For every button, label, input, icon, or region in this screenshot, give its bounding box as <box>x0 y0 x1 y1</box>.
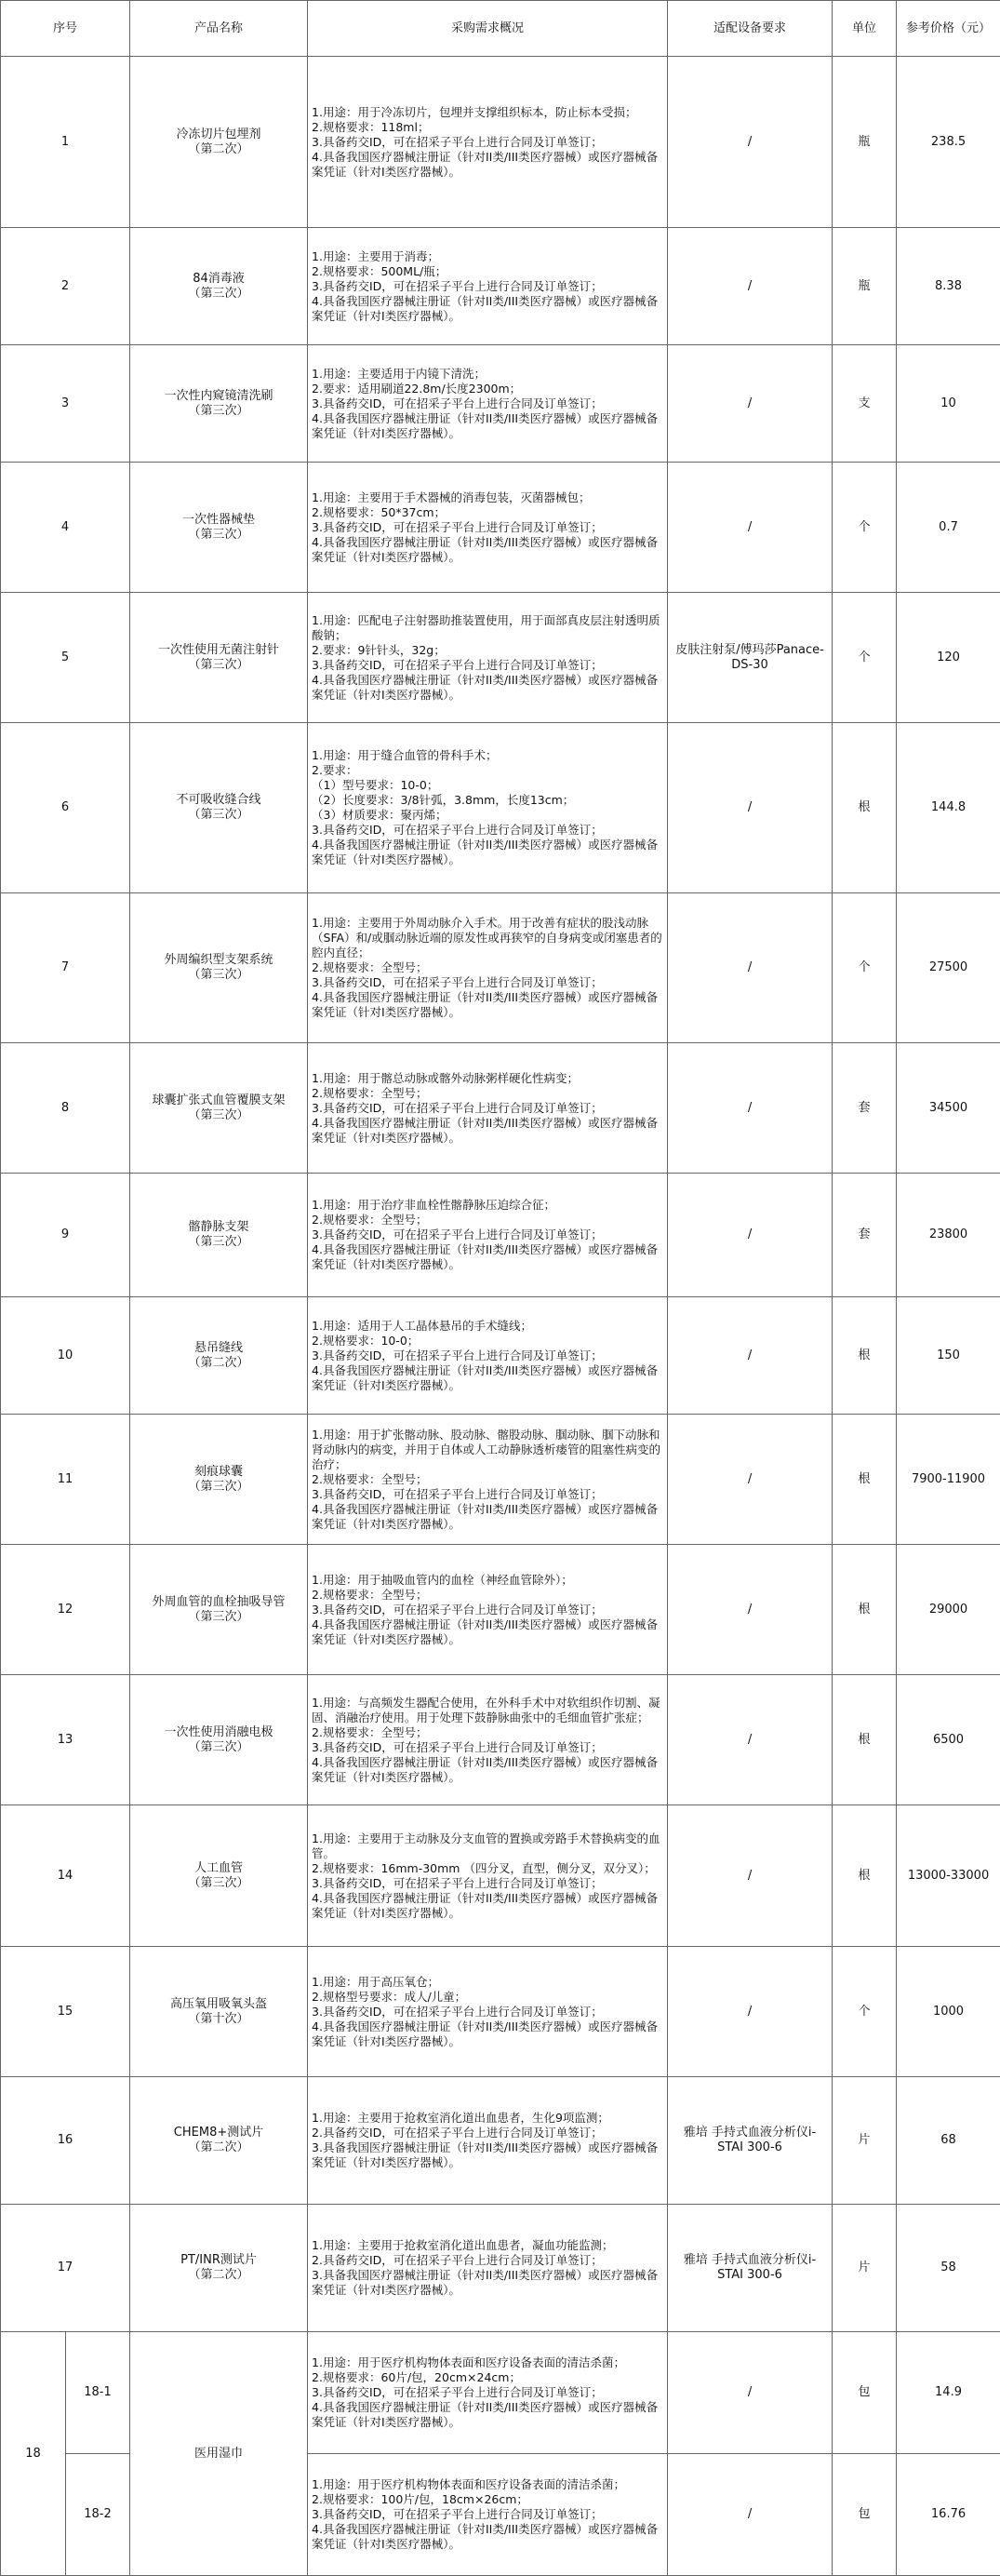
requirements <box>308 1297 668 1415</box>
product-batch: （第二次） <box>130 2268 307 2283</box>
req-line: 3.具备药交ID，可在招采子平台上进行合同及订单签订； <box>312 823 663 838</box>
unit: 支 <box>833 345 897 463</box>
req-line: 4.具备我国医疗器械注册证（针对II类/III类医疗器械）或医疗器械备案凭证（针对I类医疗器械）。 <box>312 990 663 1020</box>
requirements <box>308 2205 668 2332</box>
table-row <box>1 1415 1000 1545</box>
req-line: 1.用途：用于扩张髂动脉、股动脉、髂股动脉、腘动脉、腘下动脉和肾动脉内的病变，并用于自体或人工动静脉透析瘘管的阻塞性病变的治疗； <box>312 1428 663 1472</box>
req-line: 3.具备药交ID，可在招采子平台上进行合同及订单签订； <box>312 135 663 150</box>
requirements <box>308 228 668 345</box>
req-line: 4.具备我国医疗器械注册证（针对II类/III类医疗器械）或医疗器械备案凭证（针对I类医疗器械）。 <box>312 1755 663 1785</box>
req-line: 3.具备药交ID，可在招采子平台上进行合同及订单签订； <box>312 1228 663 1242</box>
product-name-text: 不可吸收缝合线 <box>130 793 307 808</box>
req-line: 3.具备药交ID，可在招采子平台上进行合同及订单签订； <box>312 2385 663 2400</box>
price: 29000 <box>897 1545 1000 1675</box>
req-line: 1.用途：主要用于主动脉及分支血管的置换或旁路手术替换病变的血管。 <box>312 1831 663 1861</box>
product-name: 医用湿巾 <box>130 2332 308 2576</box>
price: 23800 <box>897 1174 1000 1297</box>
product-name <box>130 1947 308 2077</box>
product-batch: （第三次） <box>130 1108 307 1123</box>
product-name <box>130 2077 308 2205</box>
product-name <box>130 1545 308 1675</box>
req-line: 4.具备我国医疗器械注册证（针对II类/III类医疗器械）或医疗器械备案凭证（针对I类医疗器械）。 <box>312 535 663 565</box>
device-req: 雅培 手持式血液分析仪i-STAI 300-6 <box>668 2077 833 2205</box>
unit: 根 <box>833 1545 897 1675</box>
product-name <box>130 1174 308 1297</box>
row-no: 4 <box>1 463 130 593</box>
unit: 根 <box>833 1297 897 1415</box>
req-line: 4.具备我国医疗器械注册证（针对II类/III类医疗器械）或医疗器械备案凭证（针对I类医疗器械）。 <box>312 150 663 180</box>
req-line: 3.具备我国医疗器械注册证（针对II类/III类医疗器械）或医疗器械备案凭证（针对I类医疗器械）。 <box>312 2268 663 2298</box>
requirements <box>308 345 668 463</box>
req-line: 2.规格要求：全型号； <box>312 1086 663 1101</box>
table-row <box>1 1545 1000 1675</box>
device-req: / <box>668 1545 833 1675</box>
product-batch: （第二次） <box>130 1356 307 1371</box>
header-unit: 单位 <box>833 1 897 57</box>
product-name <box>130 345 308 463</box>
req-line: 2.规格要求：100片/包，18cm×26cm； <box>312 2492 663 2507</box>
row-no: 1 <box>1 57 130 228</box>
product-name <box>130 463 308 593</box>
req-line: 1.用途：用于冷冻切片，包埋并支撑组织标本，防止标本受损； <box>312 105 663 120</box>
req-line: 1.用途：适用于人工晶体悬吊的手术缝线； <box>312 1319 663 1334</box>
header-no: 序号 <box>1 1 130 57</box>
device-req: / <box>668 1174 833 1297</box>
unit: 片 <box>833 2205 897 2332</box>
unit: 个 <box>833 1947 897 2077</box>
unit: 个 <box>833 463 897 593</box>
product-name-text: PT/INR测试片 <box>130 2253 307 2268</box>
product-batch: （第三次） <box>130 528 307 543</box>
price: 58 <box>897 2205 1000 2332</box>
requirements <box>308 1415 668 1545</box>
req-line: 3.具备药交ID，可在招采子平台上进行合同及订单签订； <box>312 2005 663 2019</box>
product-name-text: 刻痕球囊 <box>130 1465 307 1480</box>
req-line: （1）型号要求：10-0； <box>312 778 663 793</box>
req-line: 1.用途：用于治疗非血栓性髂静脉压迫综合征； <box>312 1198 663 1213</box>
product-batch: （第三次） <box>130 287 307 302</box>
price: 16.76 <box>897 2454 1000 2576</box>
req-line: 3.具备药交ID，可在招采子平台上进行合同及订单签订； <box>312 520 663 535</box>
row-no: 9 <box>1 1174 130 1297</box>
unit: 包 <box>833 2454 897 2576</box>
product-name-text: 外周血管的血栓抽吸导管 <box>130 1595 307 1610</box>
device-req: / <box>668 2332 833 2454</box>
table-row <box>1 723 1000 893</box>
price: 144.8 <box>897 723 1000 893</box>
req-line: 4.具备我国医疗器械注册证（针对II类/III类医疗器械）或医疗器械备案凭证（针对I类医疗器械）。 <box>312 1116 663 1146</box>
device-req: / <box>668 893 833 1043</box>
req-line: 4.具备我国医疗器械注册证（针对II类/III类医疗器械）或医疗器械备案凭证（针对I类医疗器械）。 <box>312 1242 663 1272</box>
req-line: 2.规格要求：16mm-30mm （四分叉，直型，侧分叉，双分叉）； <box>312 1861 663 1876</box>
req-line: 3.具备药交ID，可在招采子平台上进行合同及订单签订； <box>312 1603 663 1617</box>
unit: 根 <box>833 1805 897 1947</box>
product-name <box>130 57 308 228</box>
row-no: 13 <box>1 1675 130 1805</box>
device-req: / <box>668 2454 833 2576</box>
price: 120 <box>897 593 1000 723</box>
price: 8.38 <box>897 228 1000 345</box>
req-line: 2.规格要求：全型号； <box>312 1725 663 1740</box>
header-name: 产品名称 <box>130 1 308 57</box>
req-line: 2.规格要求：全型号； <box>312 960 663 975</box>
req-line: 3.具备药交ID，可在招采子平台上进行合同及订单签订； <box>312 396 663 411</box>
product-name-text: 高压氧用吸氧头盔 <box>130 1997 307 2012</box>
price: 7900-11900 <box>897 1415 1000 1545</box>
product-name <box>130 593 308 723</box>
header-req: 采购需求概况 <box>308 1 668 57</box>
requirements <box>308 1805 668 1947</box>
unit: 套 <box>833 1043 897 1174</box>
unit: 根 <box>833 1675 897 1805</box>
req-line: 1.用途：与高频发生器配合使用，在外科手术中对软组织作切割、凝固、消融治疗使用。用于处理下鼓静脉曲张中的毛细血管扩张症； <box>312 1696 663 1725</box>
req-line: 2.规格要求：全型号； <box>312 1472 663 1487</box>
requirements <box>308 2454 668 2576</box>
product-batch: （第十次） <box>130 2012 307 2027</box>
req-line: 2.要求：适用刷道22.8m/长度2300m； <box>312 382 663 396</box>
product-name <box>130 2205 308 2332</box>
req-line: 2.规格要求：10-0； <box>312 1334 663 1348</box>
device-req: / <box>668 1805 833 1947</box>
price: 34500 <box>897 1043 1000 1174</box>
product-name <box>130 1805 308 1947</box>
req-line: 4.具备我国医疗器械注册证（针对II类/III类医疗器械）或医疗器械备案凭证（针对I类医疗器械）。 <box>312 1363 663 1393</box>
req-line: 3.具备药交ID，可在招采子平台上进行合同及订单签订； <box>312 658 663 673</box>
req-line: 3.具备药交ID，可在招采子平台上进行合同及订单签订； <box>312 279 663 294</box>
req-line: 4.具备我国医疗器械注册证（针对II类/III类医疗器械）或医疗器械备案凭证（针对I类医疗器械）。 <box>312 1502 663 1532</box>
req-line: 2.规格型号要求：成人/儿童； <box>312 1990 663 2005</box>
req-line: （3）材质要求：聚丙烯； <box>312 808 663 823</box>
req-line: 3.具备药交ID，可在招采子平台上进行合同及订单签订； <box>312 1740 663 1755</box>
req-line: 2.规格要求：全型号； <box>312 1213 663 1228</box>
product-batch: （第三次） <box>130 968 307 983</box>
product-batch: （第三次） <box>130 404 307 419</box>
req-line: 3.具备药交ID，可在招采子平台上进行合同及订单签订； <box>312 1348 663 1363</box>
device-req: / <box>668 1675 833 1805</box>
price: 10 <box>897 345 1000 463</box>
header-price: 参考价格（元） <box>897 1 1000 57</box>
req-line: 4.具备我国医疗器械注册证（针对II类/III类医疗器械）或医疗器械备案凭证（针对I类医疗器械）。 <box>312 294 663 324</box>
price: 68 <box>897 2077 1000 2205</box>
unit: 根 <box>833 723 897 893</box>
sub-row-no: 18-2 <box>66 2454 130 2576</box>
req-line: 1.用途：主要用于手术器械的消毒包装，灭菌器械包； <box>312 490 663 505</box>
table-row <box>1 228 1000 345</box>
requirements <box>308 1545 668 1675</box>
requirements <box>308 593 668 723</box>
req-line: 2.规格要求：全型号； <box>312 1588 663 1603</box>
price: 6500 <box>897 1675 1000 1805</box>
row-no: 2 <box>1 228 130 345</box>
requirements <box>308 1675 668 1805</box>
product-batch: （第三次） <box>130 1740 307 1755</box>
product-name-text: 一次性器械垫 <box>130 513 307 528</box>
requirements <box>308 1174 668 1297</box>
req-line: 2.具备药交ID，可在招采子平台上进行合同及订单签订； <box>312 2126 663 2140</box>
table-row <box>1 2205 1000 2332</box>
req-line: 2.具备药交ID，可在招采子平台上进行合同及订单签订； <box>312 2253 663 2268</box>
product-batch: （第三次） <box>130 658 307 673</box>
req-line: 4.具备我国医疗器械注册证（针对II类/III类医疗器械）或医疗器械备案凭证（针对I类医疗器械）。 <box>312 838 663 867</box>
requirements <box>308 463 668 593</box>
table-row <box>1 1297 1000 1415</box>
req-line: 2.规格要求：118ml； <box>312 120 663 135</box>
table-row <box>1 1947 1000 2077</box>
row-no: 11 <box>1 1415 130 1545</box>
requirements <box>308 2332 668 2454</box>
row-no: 10 <box>1 1297 130 1415</box>
device-req: / <box>668 228 833 345</box>
table-row <box>1 2077 1000 2205</box>
requirements <box>308 1043 668 1174</box>
requirements <box>308 1947 668 2077</box>
table-row <box>1 1043 1000 1174</box>
req-line: 3.具备药交ID，可在招采子平台上进行合同及订单签订； <box>312 2507 663 2522</box>
price: 27500 <box>897 893 1000 1043</box>
product-name-text: CHEM8+测试片 <box>130 2126 307 2140</box>
product-name <box>130 1675 308 1805</box>
table-row <box>1 893 1000 1043</box>
device-req: 皮肤注射泵/傅玛莎Panace-DS-30 <box>668 593 833 723</box>
device-req: / <box>668 1043 833 1174</box>
req-line: 4.具备我国医疗器械注册证（针对II类/III类医疗器械）或医疗器械备案凭证（针对I类医疗器械）。 <box>312 2400 663 2430</box>
table-row <box>1 463 1000 593</box>
unit: 瓶 <box>833 228 897 345</box>
requirements <box>308 723 668 893</box>
product-name-text: 人工血管 <box>130 1861 307 1876</box>
product-name-text: 外周编织型支架系统 <box>130 953 307 968</box>
row-no: 12 <box>1 1545 130 1675</box>
req-line: 2.要求：9针针头，32g； <box>312 643 663 658</box>
row-no: 15 <box>1 1947 130 2077</box>
row-no: 18 <box>1 2332 66 2576</box>
product-name-text: 84消毒液 <box>130 272 307 287</box>
req-line: 2.规格要求：50*37cm； <box>312 505 663 520</box>
product-name-text: 一次性使用消融电极 <box>130 1725 307 1740</box>
price: 13000-33000 <box>897 1805 1000 1947</box>
req-line: 3.具备药交ID，可在招采子平台上进行合同及订单签订； <box>312 1876 663 1891</box>
row-no: 3 <box>1 345 130 463</box>
requirements <box>308 893 668 1043</box>
product-name-text: 一次性内窥镜清洗刷 <box>130 389 307 404</box>
req-line: 1.用途：用于医疗机构物体表面和医疗设备表面的清洁杀菌； <box>312 2355 663 2370</box>
req-line: 4.具备我国医疗器械注册证（针对II类/III类医疗器械）或医疗器械备案凭证（针对I类医疗器械）。 <box>312 2522 663 2552</box>
row-no: 16 <box>1 2077 130 2205</box>
req-line: （2）长度要求：3/8针弧，3.8mm，长度13cm； <box>312 793 663 808</box>
device-req: / <box>668 57 833 228</box>
price: 150 <box>897 1297 1000 1415</box>
row-no: 8 <box>1 1043 130 1174</box>
device-req: 雅培 手持式血液分析仪i-STAI 300-6 <box>668 2205 833 2332</box>
req-line: 2.规格要求：500ML/瓶； <box>312 264 663 279</box>
req-line: 2.要求： <box>312 763 663 778</box>
product-batch: （第三次） <box>130 1235 307 1250</box>
unit: 个 <box>833 593 897 723</box>
req-line: 4.具备我国医疗器械注册证（针对II类/III类医疗器械）或医疗器械备案凭证（针对I类医疗器械）。 <box>312 1617 663 1647</box>
device-req: / <box>668 463 833 593</box>
product-name-text: 悬吊缝线 <box>130 1341 307 1356</box>
product-name-text: 球囊扩张式血管覆膜支架 <box>130 1093 307 1108</box>
req-line: 1.用途：用于高压氧仓； <box>312 1975 663 1990</box>
table-row <box>1 57 1000 228</box>
row-no: 14 <box>1 1805 130 1947</box>
req-line: 1.用途：主要用于抢救室消化道出血患者，生化9项监测； <box>312 2111 663 2126</box>
product-name <box>130 1297 308 1415</box>
table-row <box>1 1805 1000 1947</box>
req-line: 3.具备我国医疗器械注册证（针对II类/III类医疗器械）或医疗器械备案凭证（针对I类医疗器械）。 <box>312 2140 663 2170</box>
req-line: 1.用途：主要用于抢救室消化道出血患者，凝血功能监测； <box>312 2238 663 2253</box>
requirements <box>308 57 668 228</box>
req-line: 3.具备药交ID，可在招采子平台上进行合同及订单签订； <box>312 1101 663 1116</box>
product-batch: （第三次） <box>130 808 307 823</box>
product-name <box>130 893 308 1043</box>
device-req: / <box>668 1415 833 1545</box>
product-name-text: 一次性使用无菌注射针 <box>130 643 307 658</box>
row-no: 7 <box>1 893 130 1043</box>
req-line: 1.用途：用于医疗机构物体表面和医疗设备表面的清洁杀菌； <box>312 2477 663 2492</box>
req-line: 1.用途：匹配电子注射器助推装置使用，用于面部真皮层注射透明质酸钠； <box>312 613 663 643</box>
req-line: 1.用途：主要适用于内镜下清洗； <box>312 367 663 382</box>
req-line: 2.规格要求：60片/包，20cm×24cm； <box>312 2370 663 2385</box>
req-line: 1.用途：用于缝合血管的骨科手术； <box>312 748 663 763</box>
req-line: 1.用途：主要用于消毒； <box>312 249 663 264</box>
product-batch: （第二次） <box>130 142 307 157</box>
req-line: 1.用途：用于髂总动脉或髂外动脉粥样硬化性病变； <box>312 1071 663 1086</box>
req-line: 3.具备药交ID，可在招采子平台上进行合同及订单签订； <box>312 1487 663 1502</box>
price: 1000 <box>897 1947 1000 2077</box>
device-req: / <box>668 1297 833 1415</box>
product-name <box>130 723 308 893</box>
product-name <box>130 1415 308 1545</box>
product-name-text: 髂静脉支架 <box>130 1220 307 1235</box>
table-row <box>1 2332 1000 2454</box>
sub-row-no: 18-1 <box>66 2332 130 2454</box>
requirements <box>308 2077 668 2205</box>
device-req: / <box>668 1947 833 2077</box>
table-row <box>1 593 1000 723</box>
product-batch: （第三次） <box>130 1610 307 1625</box>
unit: 片 <box>833 2077 897 2205</box>
product-batch: （第三次） <box>130 1876 307 1891</box>
row-no: 5 <box>1 593 130 723</box>
unit: 包 <box>833 2332 897 2454</box>
unit: 瓶 <box>833 57 897 228</box>
req-line: 1.用途：用于抽吸血管内的血栓（神经血管除外）； <box>312 1573 663 1588</box>
req-line: 4.具备我国医疗器械注册证（针对II类/III类医疗器械）或医疗器械备案凭证（针对I类医疗器械）。 <box>312 411 663 441</box>
unit: 套 <box>833 1174 897 1297</box>
price: 238.5 <box>897 57 1000 228</box>
req-line: 4.具备我国医疗器械注册证（针对II类/III类医疗器械）或医疗器械备案凭证（针对I类医疗器械）。 <box>312 673 663 703</box>
req-line: 4.具备我国医疗器械注册证（针对II类/III类医疗器械）或医疗器械备案凭证（针对I类医疗器械）。 <box>312 1891 663 1921</box>
req-line: 4.具备我国医疗器械注册证（针对II类/III类医疗器械）或医疗器械备案凭证（针对I类医疗器械）。 <box>312 2019 663 2049</box>
unit: 根 <box>833 1415 897 1545</box>
device-req: / <box>668 723 833 893</box>
header-row <box>1 1 1000 57</box>
product-name <box>130 1043 308 1174</box>
product-batch: （第二次） <box>130 2140 307 2155</box>
table-row <box>1 1675 1000 1805</box>
row-no: 6 <box>1 723 130 893</box>
device-req: / <box>668 345 833 463</box>
req-line: 1.用途：主要用于外周动脉介入手术。用于改善有症状的股浅动脉（SFA）和/或腘动脉近端的原发性或再狭窄的自身病变或闭塞患者的腔内直径； <box>312 916 663 960</box>
product-name <box>130 228 308 345</box>
product-batch: （第三次） <box>130 1480 307 1495</box>
req-line: 3.具备药交ID，可在招采子平台上进行合同及订单签订； <box>312 975 663 990</box>
product-name-text: 冷冻切片包埋剂 <box>130 127 307 142</box>
table-row <box>1 345 1000 463</box>
header-device: 适配设备要求 <box>668 1 833 57</box>
row-no: 17 <box>1 2205 130 2332</box>
table-row <box>1 1174 1000 1297</box>
unit: 个 <box>833 893 897 1043</box>
price: 0.7 <box>897 463 1000 593</box>
price: 14.9 <box>897 2332 1000 2454</box>
